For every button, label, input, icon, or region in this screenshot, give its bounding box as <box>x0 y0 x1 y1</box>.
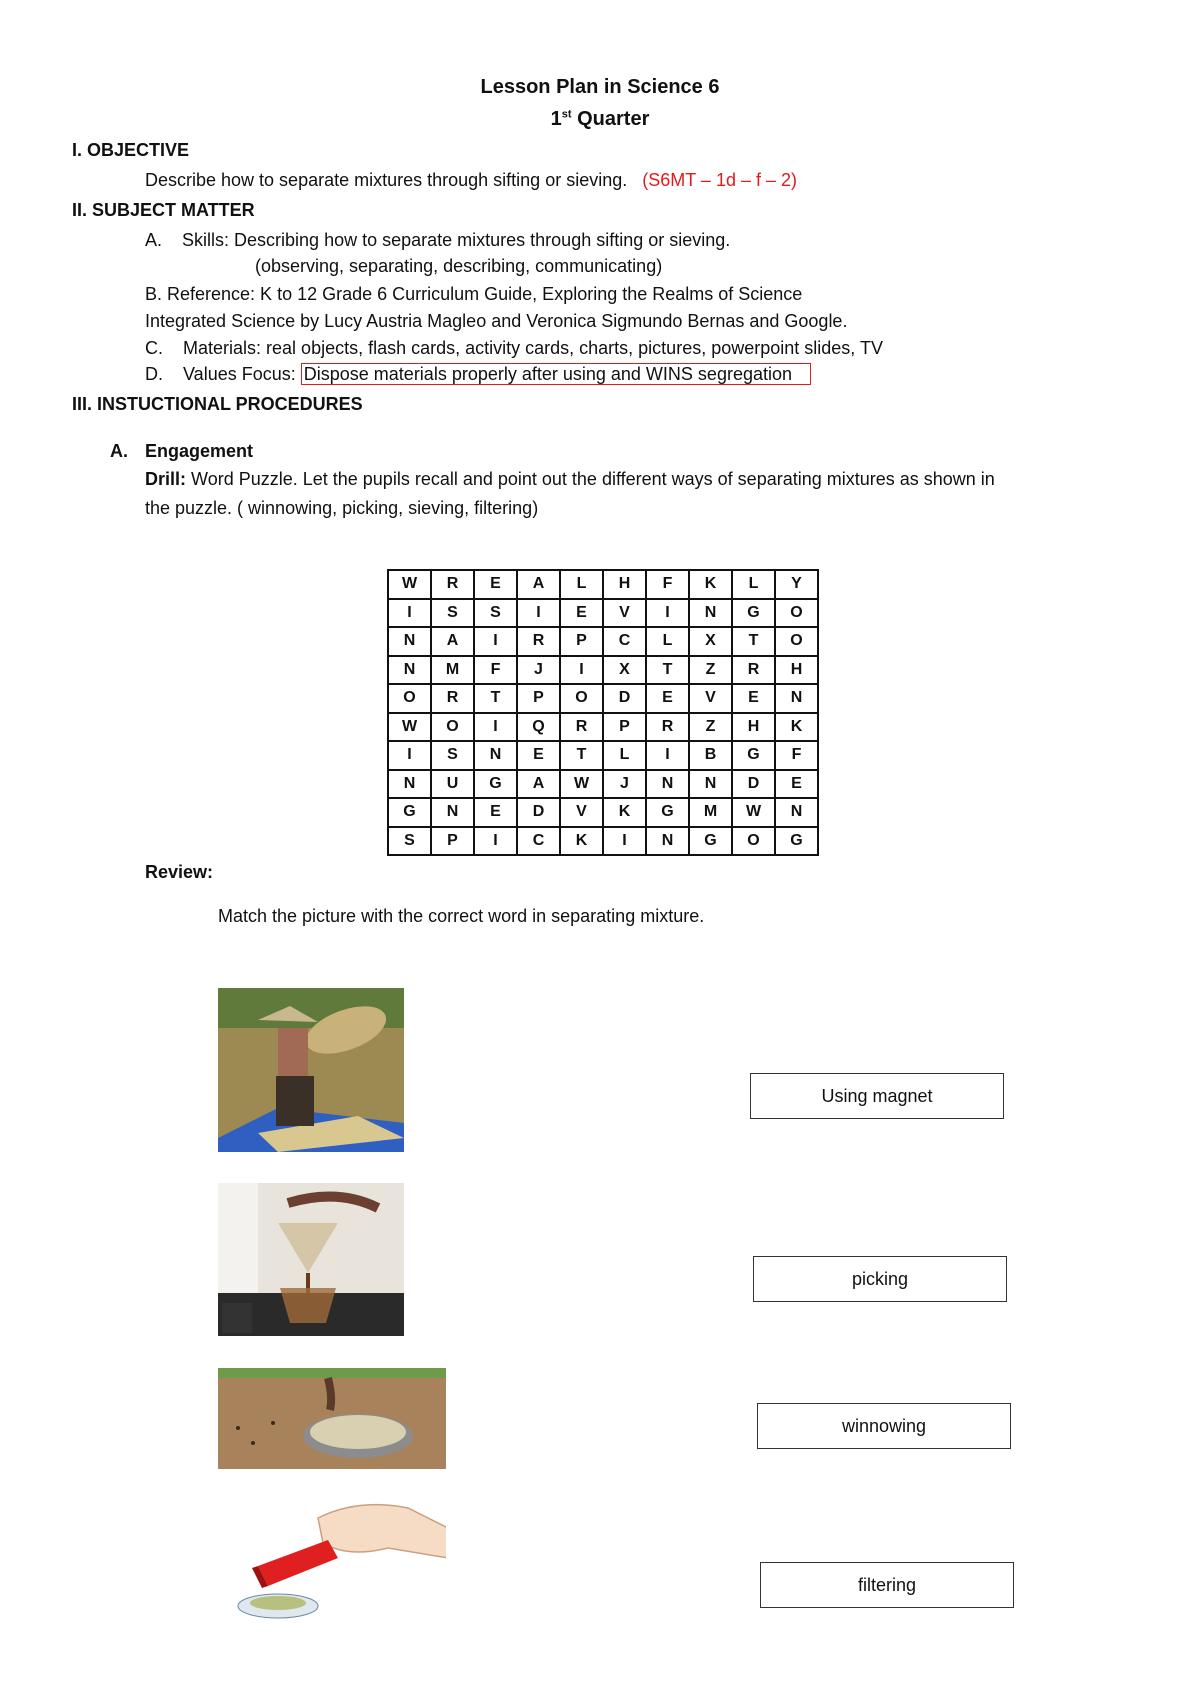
puzzle-cell: J <box>517 656 560 685</box>
puzzle-cell: A <box>517 770 560 799</box>
objective-text: Describe how to separate mixtures through sifting or sieving. <box>145 170 628 190</box>
answer-box-winnowing: winnowing <box>757 1403 1011 1449</box>
skills-marker: A. <box>145 230 163 250</box>
puzzle-cell: N <box>646 770 689 799</box>
puzzle-cell: I <box>474 627 517 656</box>
puzzle-cell: D <box>517 798 560 827</box>
puzzle-cell: R <box>517 627 560 656</box>
puzzle-cell: N <box>388 627 431 656</box>
puzzle-cell: G <box>732 741 775 770</box>
drill-text-1: Word Puzzle. Let the pupils recall and point out the different ways of separating mixtures as shown in <box>191 469 995 489</box>
puzzle-row <box>388 570 818 599</box>
puzzle-cell: E <box>560 599 603 628</box>
puzzle-cell: N <box>388 770 431 799</box>
puzzle-cell: U <box>431 770 474 799</box>
puzzle-cell: S <box>474 599 517 628</box>
puzzle-cell: D <box>732 770 775 799</box>
puzzle-cell: G <box>474 770 517 799</box>
puzzle-row <box>388 684 818 713</box>
puzzle-cell: E <box>732 684 775 713</box>
puzzle-cell: V <box>603 599 646 628</box>
puzzle-cell: I <box>388 599 431 628</box>
puzzle-cell: G <box>689 827 732 856</box>
puzzle-cell: J <box>603 770 646 799</box>
puzzle-cell: G <box>775 827 818 856</box>
puzzle-row <box>388 798 818 827</box>
skills-line <box>145 230 730 251</box>
puzzle-row <box>388 627 818 656</box>
puzzle-cell: D <box>603 684 646 713</box>
quarter-suffix: st <box>561 108 572 121</box>
puzzle-cell: A <box>431 627 474 656</box>
puzzle-cell: M <box>689 798 732 827</box>
review-instruction: Match the picture with the correct word in separating mixture. <box>218 906 705 926</box>
objective-code: (S6MT – 1d – f – 2) <box>642 170 797 190</box>
puzzle-cell: C <box>517 827 560 856</box>
puzzle-cell: P <box>560 627 603 656</box>
sieving-photo <box>218 1368 446 1469</box>
puzzle-cell: O <box>775 599 818 628</box>
puzzle-cell: E <box>646 684 689 713</box>
values-line <box>145 364 811 385</box>
page-title: Lesson Plan in Science 6 <box>480 76 720 98</box>
puzzle-cell: L <box>732 570 775 599</box>
puzzle-cell: X <box>689 627 732 656</box>
procedures-heading: III. INSTUCTIONAL PROCEDURES <box>72 394 363 414</box>
puzzle-cell: O <box>431 713 474 742</box>
puzzle-cell: O <box>560 684 603 713</box>
puzzle-cell: I <box>517 599 560 628</box>
drill-line-2: the puzzle. ( winnowing, picking, sieving, filtering) <box>145 498 539 518</box>
materials-line <box>145 338 883 359</box>
puzzle-cell: N <box>431 798 474 827</box>
puzzle-cell: I <box>474 713 517 742</box>
puzzle-cell: T <box>646 656 689 685</box>
puzzle-cell: L <box>646 627 689 656</box>
review-heading: Review: <box>145 862 214 882</box>
puzzle-cell: V <box>560 798 603 827</box>
values-label: Values Focus: <box>183 364 296 384</box>
puzzle-cell: B <box>689 741 732 770</box>
engagement-heading: Engagement <box>145 441 254 461</box>
puzzle-cell: K <box>560 827 603 856</box>
puzzle-cell: R <box>732 656 775 685</box>
objective-line <box>145 170 797 191</box>
puzzle-row <box>388 770 818 799</box>
reference-line-2: Integrated Science by Lucy Austria Magleo and Veronica Sigmundo Bernas and Google. <box>145 311 848 331</box>
puzzle-row <box>388 713 818 742</box>
puzzle-cell: S <box>431 599 474 628</box>
puzzle-cell: F <box>646 570 689 599</box>
puzzle-cell: O <box>732 827 775 856</box>
puzzle-cell: N <box>689 770 732 799</box>
puzzle-cell: L <box>603 741 646 770</box>
puzzle-cell: O <box>775 627 818 656</box>
puzzle-cell: G <box>388 798 431 827</box>
puzzle-cell: G <box>646 798 689 827</box>
puzzle-cell: F <box>775 741 818 770</box>
puzzle-cell: G <box>732 599 775 628</box>
puzzle-row <box>388 827 818 856</box>
puzzle-cell: I <box>646 599 689 628</box>
skills-text: Skills: Describing how to separate mixtures through sifting or sieving. <box>182 230 731 250</box>
puzzle-cell: R <box>431 684 474 713</box>
puzzle-cell: R <box>431 570 474 599</box>
materials-text: Materials: real objects, flash cards, activity cards, charts, pictures, powerpoint slides, TV <box>183 338 883 358</box>
puzzle-cell: T <box>474 684 517 713</box>
puzzle-row <box>388 741 818 770</box>
puzzle-cell: M <box>431 656 474 685</box>
puzzle-cell: N <box>474 741 517 770</box>
winnowing-photo <box>218 988 404 1152</box>
puzzle-row <box>388 599 818 628</box>
puzzle-cell: H <box>603 570 646 599</box>
puzzle-cell: Z <box>689 656 732 685</box>
puzzle-cell: N <box>775 684 818 713</box>
puzzle-cell: N <box>775 798 818 827</box>
puzzle-cell: E <box>517 741 560 770</box>
puzzle-cell: E <box>775 770 818 799</box>
puzzle-cell: E <box>474 798 517 827</box>
drill-label: Drill: <box>145 469 187 489</box>
puzzle-cell: T <box>732 627 775 656</box>
puzzle-cell: I <box>474 827 517 856</box>
puzzle-cell: N <box>646 827 689 856</box>
quarter-word: Quarter <box>577 108 650 130</box>
puzzle-cell: S <box>388 827 431 856</box>
puzzle-cell: C <box>603 627 646 656</box>
puzzle-cell: Z <box>689 713 732 742</box>
puzzle-cell: R <box>646 713 689 742</box>
puzzle-cell: V <box>689 684 732 713</box>
values-focus-box: Dispose materials properly after using and WINS segregation <box>301 363 811 385</box>
puzzle-cell: W <box>388 713 431 742</box>
puzzle-cell: P <box>603 713 646 742</box>
word-puzzle-grid <box>387 569 819 856</box>
drill-line-1 <box>145 469 995 490</box>
puzzle-cell: N <box>388 656 431 685</box>
puzzle-cell: A <box>517 570 560 599</box>
materials-marker: C. <box>145 338 163 358</box>
puzzle-cell: I <box>560 656 603 685</box>
puzzle-cell: H <box>732 713 775 742</box>
puzzle-cell: P <box>517 684 560 713</box>
puzzle-cell: K <box>689 570 732 599</box>
puzzle-cell: P <box>431 827 474 856</box>
puzzle-cell: W <box>732 798 775 827</box>
quarter-number: 1 <box>550 108 562 130</box>
puzzle-cell: F <box>474 656 517 685</box>
puzzle-cell: R <box>560 713 603 742</box>
puzzle-cell: Q <box>517 713 560 742</box>
puzzle-cell: Y <box>775 570 818 599</box>
puzzle-cell: W <box>388 570 431 599</box>
puzzle-cell: N <box>689 599 732 628</box>
puzzle-cell: W <box>560 770 603 799</box>
puzzle-cell: L <box>560 570 603 599</box>
puzzle-cell: K <box>603 798 646 827</box>
skills-sub: (observing, separating, describing, communicating) <box>255 256 663 276</box>
puzzle-cell: K <box>775 713 818 742</box>
answer-box-filtering: filtering <box>760 1562 1014 1608</box>
values-marker: D. <box>145 364 163 384</box>
objective-heading: I. OBJECTIVE <box>72 140 190 160</box>
puzzle-cell: T <box>560 741 603 770</box>
puzzle-cell: H <box>775 656 818 685</box>
engagement-marker: A. <box>110 441 128 461</box>
magnet-illustration <box>218 1488 446 1626</box>
answer-box-picking: picking <box>753 1256 1007 1302</box>
subject-matter-heading: II. SUBJECT MATTER <box>72 200 255 220</box>
puzzle-cell: I <box>603 827 646 856</box>
answer-box-using-magnet: Using magnet <box>750 1073 1004 1119</box>
puzzle-cell: S <box>431 741 474 770</box>
puzzle-cell: I <box>646 741 689 770</box>
puzzle-cell: E <box>474 570 517 599</box>
reference-line-1: B. Reference: K to 12 Grade 6 Curriculum Guide, Exploring the Realms of Science <box>145 284 803 304</box>
quarter-heading <box>0 108 1200 131</box>
puzzle-cell: X <box>603 656 646 685</box>
puzzle-row <box>388 656 818 685</box>
filtering-photo <box>218 1183 404 1336</box>
puzzle-cell: O <box>388 684 431 713</box>
puzzle-cell: I <box>388 741 431 770</box>
